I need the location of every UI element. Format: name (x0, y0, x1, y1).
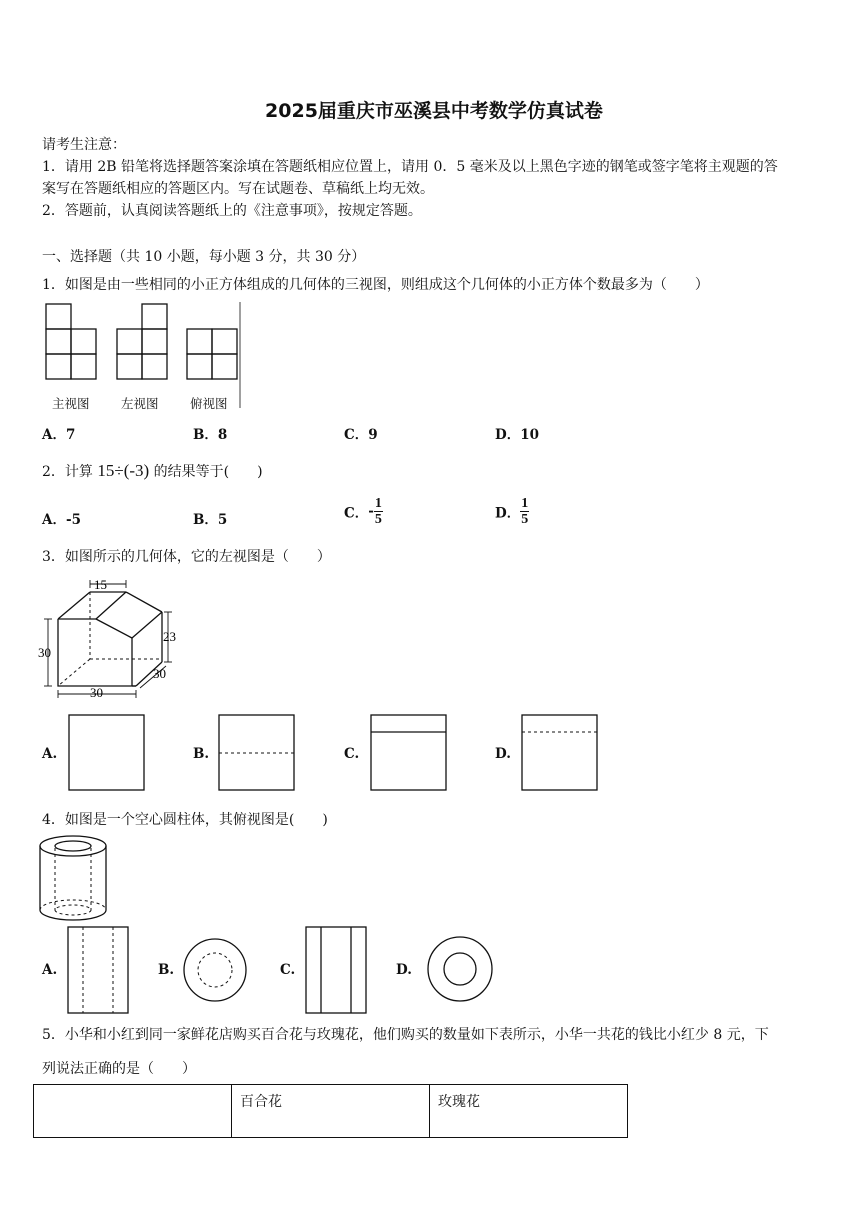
notice-line-2: 2．答题前，认真阅读答题纸上的《注意事项》，按规定答题。 (42, 203, 422, 219)
q2-suffix: 的结果等于( ) (153, 464, 263, 480)
q4-option-b-figure[interactable] (183, 938, 249, 1004)
q1-stem: 1．如图是由一些相同的小正方体组成的几何体的三视图，则组成这个几何体的小正方体个数最多为（ ） (42, 277, 709, 293)
q4-option-d[interactable]: D. (396, 962, 412, 978)
q3-option-b[interactable]: B. (193, 746, 210, 762)
table-header-lily: 百合花 (232, 1085, 430, 1138)
q1-option-c[interactable]: C．9 (344, 427, 378, 443)
q3-option-c-figure[interactable] (370, 714, 448, 792)
q3-option-d[interactable]: D. (495, 746, 511, 762)
q2-option-d[interactable] (495, 496, 529, 527)
fraction-denominator: 5 (521, 512, 529, 527)
q4-stem: 4．如图是一个空心圆柱体，其俯视图是( ) (42, 812, 328, 828)
q3-solid-figure (36, 574, 186, 699)
q3-option-a-figure[interactable] (68, 714, 146, 792)
table-header-blank (34, 1085, 232, 1138)
fraction-denominator: 5 (374, 512, 382, 527)
fraction-numerator: 1 (374, 496, 382, 511)
q4-option-d-figure[interactable] (427, 936, 495, 1004)
notice-line-1a: 1．请用 2B 铅笔将选择题答案涂填在答题纸相应位置上，请用 0．5 毫米及以上黑色字迹的钢笔或签字笔将主观题的答 (42, 159, 778, 175)
q4-hollow-cylinder-figure (36, 834, 116, 922)
q1-option-b[interactable]: B．8 (193, 427, 228, 443)
q4-option-a-figure[interactable] (67, 926, 131, 1016)
q5-stem-line-1: 5．小华和小红到同一家鲜花店购买百合花与玫瑰花，他们购买的数量如下表所示，小华一共花的钱比小红少 8 元，下 (42, 1027, 769, 1043)
section-heading: 一、选择题（共 10 小题，每小题 3 分，共 30 分） (42, 249, 366, 265)
notice-line-1b: 案写在答题纸相应的答题区内。写在试题卷、草稿纸上均无效。 (42, 181, 434, 197)
q4-option-b[interactable]: B. (158, 962, 175, 978)
q5-table (33, 1084, 628, 1138)
fraction-numerator: 1 (521, 496, 529, 511)
q4-option-c[interactable]: C. (280, 962, 296, 978)
q1-option-a[interactable]: A．7 (42, 427, 76, 443)
dimension-label: 30 (38, 645, 51, 660)
dimension-label: 30 (153, 666, 166, 681)
q4-option-c-figure[interactable] (305, 926, 369, 1016)
dimension-label: 15 (94, 577, 107, 592)
q3-stem: 3．如图所示的几何体，它的左视图是（ ） (42, 549, 331, 565)
table-row (34, 1085, 628, 1138)
q2-option-c-label: C． (344, 505, 369, 522)
q2-stem (42, 461, 263, 481)
q2-option-c-sign: - (368, 503, 374, 520)
q2-option-c-fraction (374, 496, 383, 527)
dimension-label: 30 (90, 685, 103, 700)
q2-expression: 15÷(-3) (97, 461, 150, 480)
caption-top-view: 俯视图 (190, 396, 228, 411)
notice-heading: 请考生注意： (42, 137, 126, 153)
q2-option-d-fraction (520, 496, 529, 527)
table-header-rose: 玫瑰花 (430, 1085, 628, 1138)
q2-option-c[interactable] (344, 496, 383, 527)
q3-option-b-figure[interactable] (218, 714, 296, 792)
q4-option-a[interactable]: A. (42, 962, 58, 978)
exam-title: 2025届重庆市巫溪县中考数学仿真试卷 (265, 100, 603, 122)
dimension-label: 23 (163, 629, 176, 644)
q2-option-a[interactable]: A．-5 (42, 512, 81, 528)
caption-left-view: 左视图 (121, 396, 159, 411)
q2-option-d-label: D． (495, 505, 521, 522)
q2-option-b[interactable]: B．5 (193, 512, 228, 528)
q3-option-d-figure[interactable] (521, 714, 599, 792)
q1-option-d[interactable]: D．10 (495, 427, 539, 443)
q3-option-a[interactable]: A. (42, 746, 58, 762)
q5-stem-line-2: 列说法正确的是（ ） (42, 1061, 196, 1077)
q3-option-c[interactable]: C. (344, 746, 360, 762)
caption-front-view: 主视图 (52, 396, 90, 411)
q2-prefix: 2．计算 (42, 464, 93, 480)
